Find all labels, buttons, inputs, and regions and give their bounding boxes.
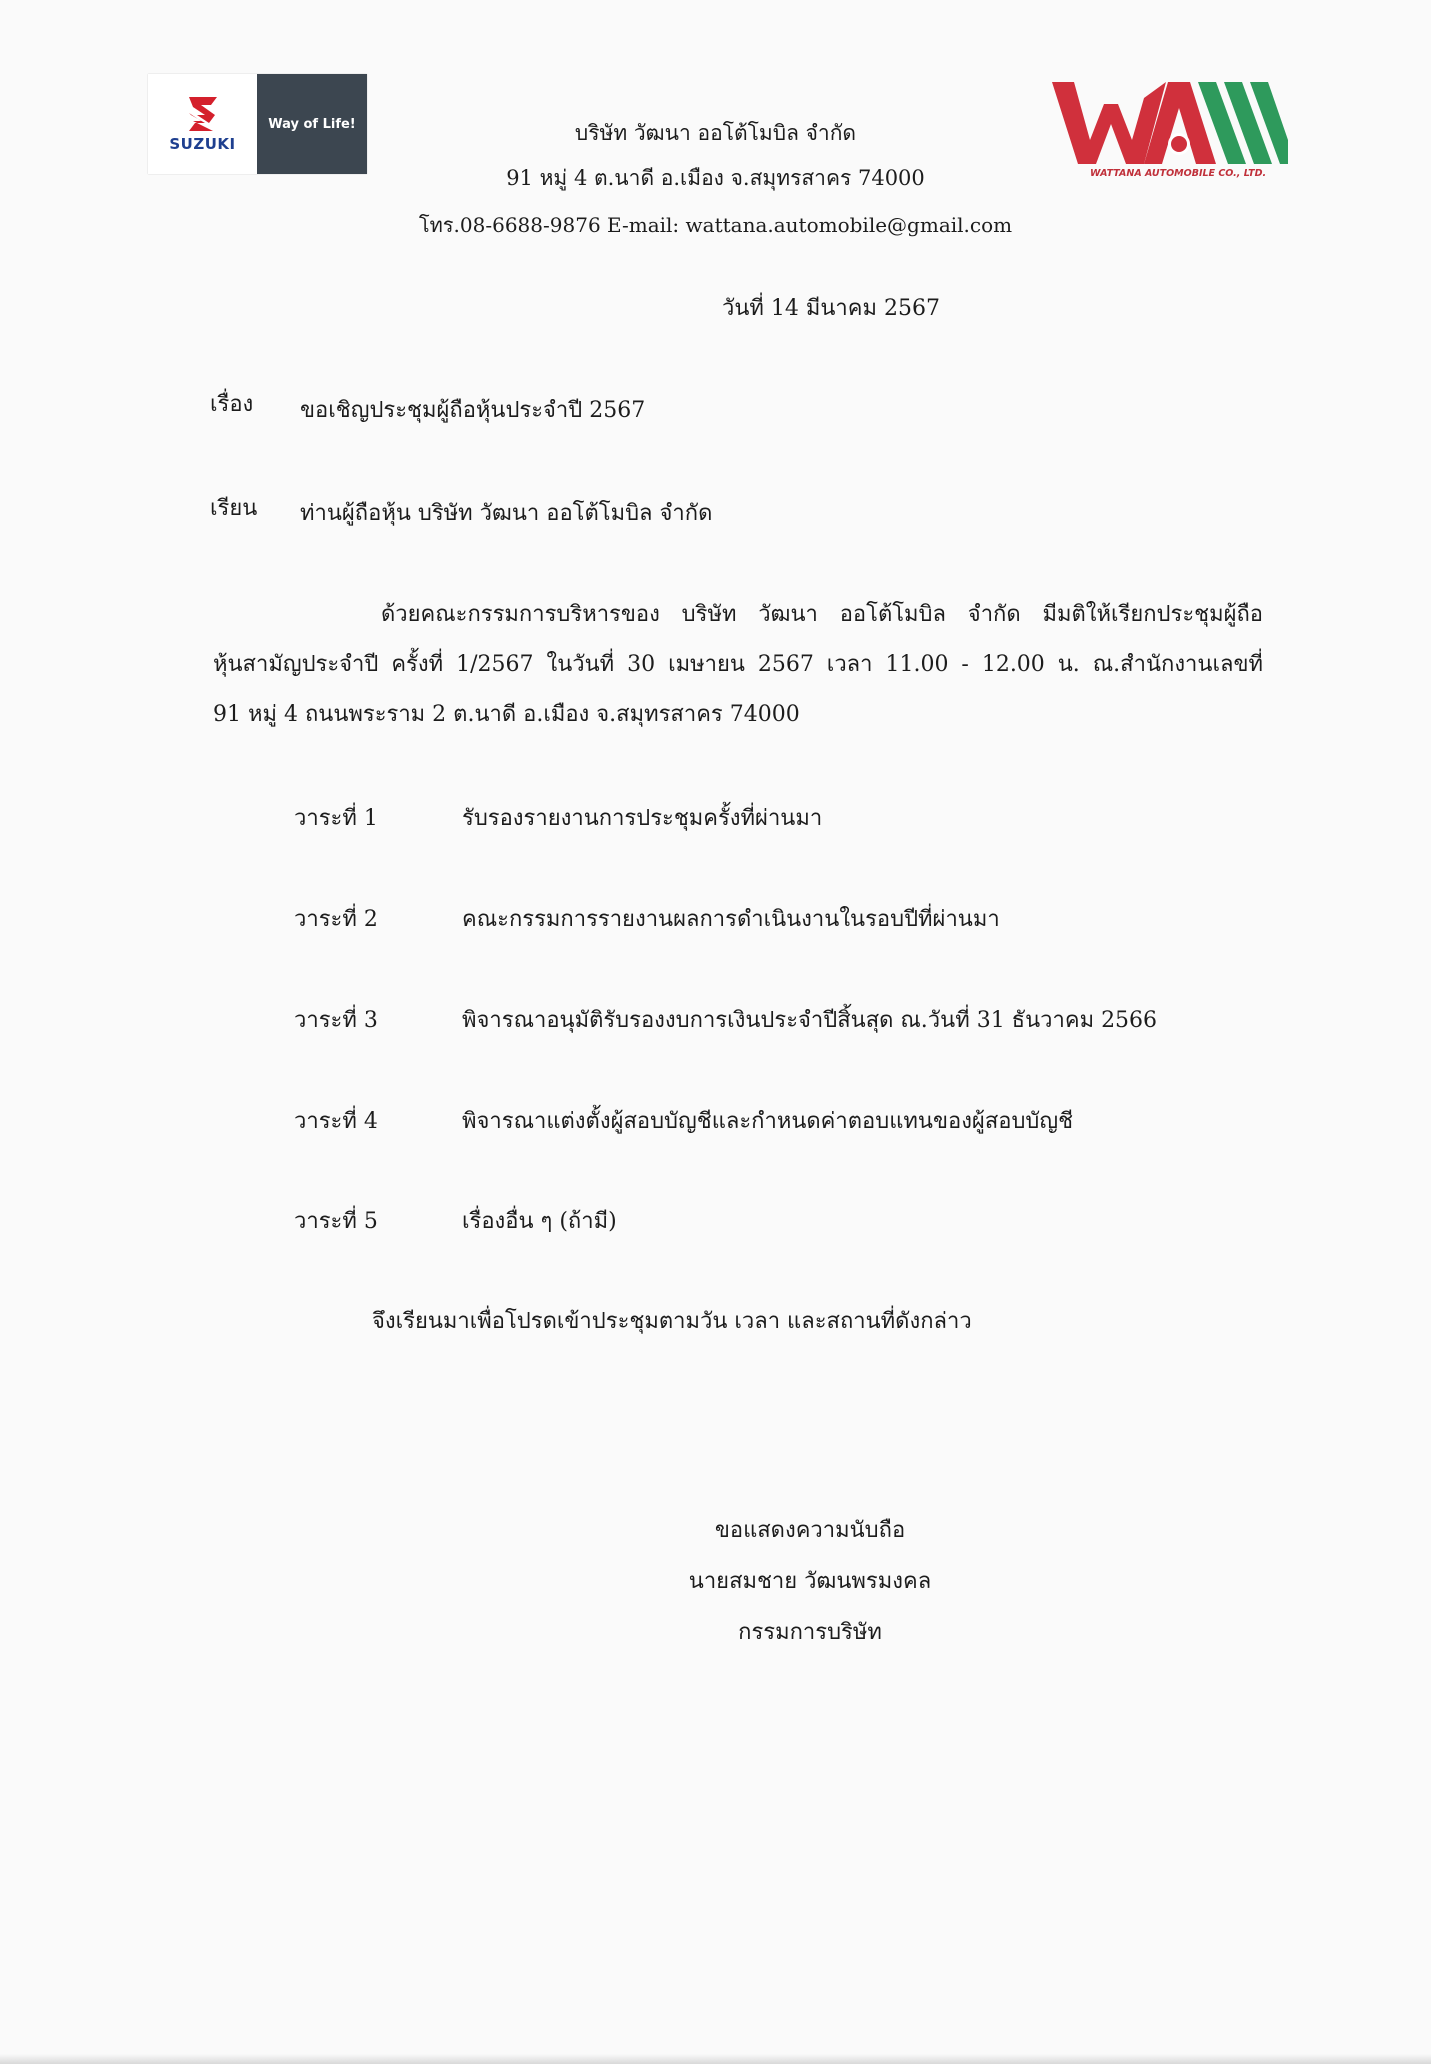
closing-sentence: จึงเรียนมาเพื่อโปรดเข้าประชุมตามวัน เวลา และสถานที่ดังกล่าว bbox=[372, 1309, 972, 1334]
body-paragraph bbox=[213, 590, 1263, 740]
letter-date: วันที่ 14 มีนาคม 2567 bbox=[722, 296, 940, 321]
signature-regards: ขอแสดงความนับถือ bbox=[714, 1518, 906, 1543]
company-name: บริษัท วัฒนา ออโต้โมบิล จำกัด bbox=[574, 121, 857, 145]
agenda-label-1: วาระที่ 1 bbox=[294, 806, 378, 831]
agenda-text-4: พิจารณาแต่งตั้งผู้สอบบัญชีและกำหนดค่าตอบแทนของผู้สอบบัญชี bbox=[462, 1109, 1074, 1134]
company-address: 91 หมู่ 4 ต.นาดี อ.เมือง จ.สมุทรสาคร 74000 bbox=[506, 166, 925, 190]
agenda-label-5: วาระที่ 5 bbox=[294, 1209, 378, 1234]
body-line-2: หุ้นสามัญประจำปี ครั้งที่ 1/2567 ในวันที่ 30 เมษายน 2567 เวลา 11.00 - 12.00 น. ณ.สำนักงานเลขที่ bbox=[213, 652, 1263, 677]
page-bottom-edge bbox=[0, 2054, 1431, 2064]
agenda-text-2: คณะกรรมการรายงานผลการดำเนินงานในรอบปีที่ผ่านมา bbox=[462, 907, 1000, 932]
company-contact: โทร.08-6688-9876 E-mail: wattana.automobile@gmail.com bbox=[418, 213, 1013, 237]
suzuki-wordmark: SUZUKI bbox=[169, 135, 236, 153]
body-line-1: ด้วยคณะกรรมการบริหารของ บริษัท วัฒนา ออโต้โมบิล จำกัด มีมติให้เรียกประชุมผู้ถือ bbox=[381, 602, 1263, 627]
signature-title: กรรมการบริษัท bbox=[738, 1620, 882, 1645]
agenda-text-5: เรื่องอื่น ๆ (ถ้ามี) bbox=[462, 1209, 617, 1234]
agenda-label-2: วาระที่ 2 bbox=[294, 907, 378, 932]
subject-text: ขอเชิญประชุมผู้ถือหุ้นประจำปี 2567 bbox=[300, 398, 646, 423]
agenda-text-1: รับรองรายงานการประชุมครั้งที่ผ่านมา bbox=[462, 806, 823, 831]
suzuki-slogan: Way of Life! bbox=[257, 74, 367, 174]
wattana-tagline: WATTANA AUTOMOBILE CO., LTD. bbox=[1090, 168, 1267, 179]
agenda-label-3: วาระที่ 3 bbox=[294, 1008, 378, 1033]
subject-label: เรื่อง bbox=[210, 392, 254, 417]
agenda-label-4: วาระที่ 4 bbox=[294, 1109, 378, 1134]
agenda-text-3: พิจารณาอนุมัติรับรองงบการเงินประจำปีสิ้นสุด ณ.วันที่ 31 ธันวาคม 2566 bbox=[462, 1008, 1158, 1033]
recipient-label: เรียน bbox=[210, 496, 258, 521]
body-line-3: 91 หมู่ 4 ถนนพระราม 2 ต.นาดี อ.เมือง จ.สมุทรสาคร 74000 bbox=[213, 702, 800, 727]
recipient-text: ท่านผู้ถือหุ้น บริษัท วัฒนา ออโต้โมบิล จำกัด bbox=[300, 501, 713, 526]
signature-name: นายสมชาย วัฒนพรมงคล bbox=[688, 1569, 932, 1594]
